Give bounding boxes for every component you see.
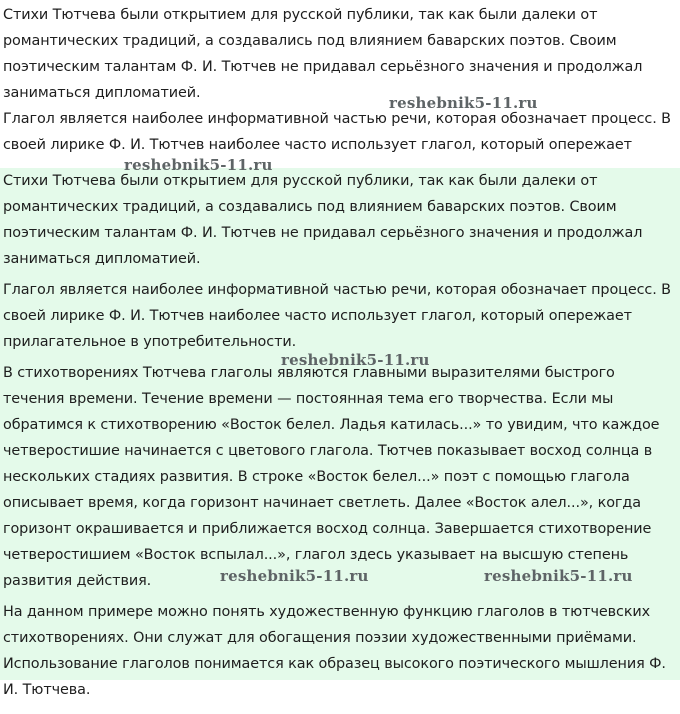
watermark: reshebnik5-11.ru [220,567,369,585]
watermark: reshebnik5-11.ru [389,94,538,112]
main-text-block [0,168,680,698]
paragraph-conclusion: На данном примере можно понять художественную функцию глаголов в тютчевских стихотворениях. Они служат для обогащения поэзии художественными приёмами. Использование глаголов понимается как образец высокого поэтического мышления Ф. И. Тютчева. [3,604,666,698]
top-text-fragment [0,0,680,168]
watermark: reshebnik5-11.ru [281,351,430,369]
paragraph-intro: Стихи Тютчева были открытием для русской публики, так как были далеки от романтических традиций, а создавались под влиянием баварских поэтов. Своим поэтическим талантам Ф. И. Тютчев не придавал серьёзного значения и продолжал заниматься дипломатией. [3,7,643,101]
paragraph-verb: Глагол является наиболее информативной частью речи, которая обозначает процесс. В своей лирике Ф. И. Тютчев наиболее часто использует глагол, который опережает прилагательное в употребительности. [3,282,671,350]
paragraph-verb-partial: Глагол является наиболее информативной частью речи, которая обозначает процесс. В своей лирике Ф. И. Тютчев наиболее часто использует глагол, который опережает [3,111,671,153]
paragraph-intro: Стихи Тютчева были открытием для русской публики, так как были далеки от романтических традиций, а создавались под влиянием баварских поэтов. Своим поэтическим талантам Ф. И. Тютчев не придавал серьёзного значения и продолжал заниматься дипломатией. [3,173,643,267]
paragraph-poem-analysis: В стихотворениях Тютчева глаголы являются главными выразителями быстрого течения времени. Течение времени — постоянная тема его творчества. Если мы обратимся к стихотворению «Восток белел. Ладья катилась...» то увидим, что каждое четверостишие начинается с цветового глагола. Тютчев показывает восход солнца в нескольких стадиях развития. В строке «Восток белел...» поэт с помощью глагола описывает время, когда горизонт начинает светлеть. Далее «Восток алел...», когда горизонт окрашивается и приближается восход солнца. Завершается стихотворение четверостишием «Восток вспылал...», глагол здесь указывает на высшую степень развития действия. [3,365,660,589]
watermark: reshebnik5-11.ru [124,156,273,174]
watermark: reshebnik5-11.ru [484,567,633,585]
